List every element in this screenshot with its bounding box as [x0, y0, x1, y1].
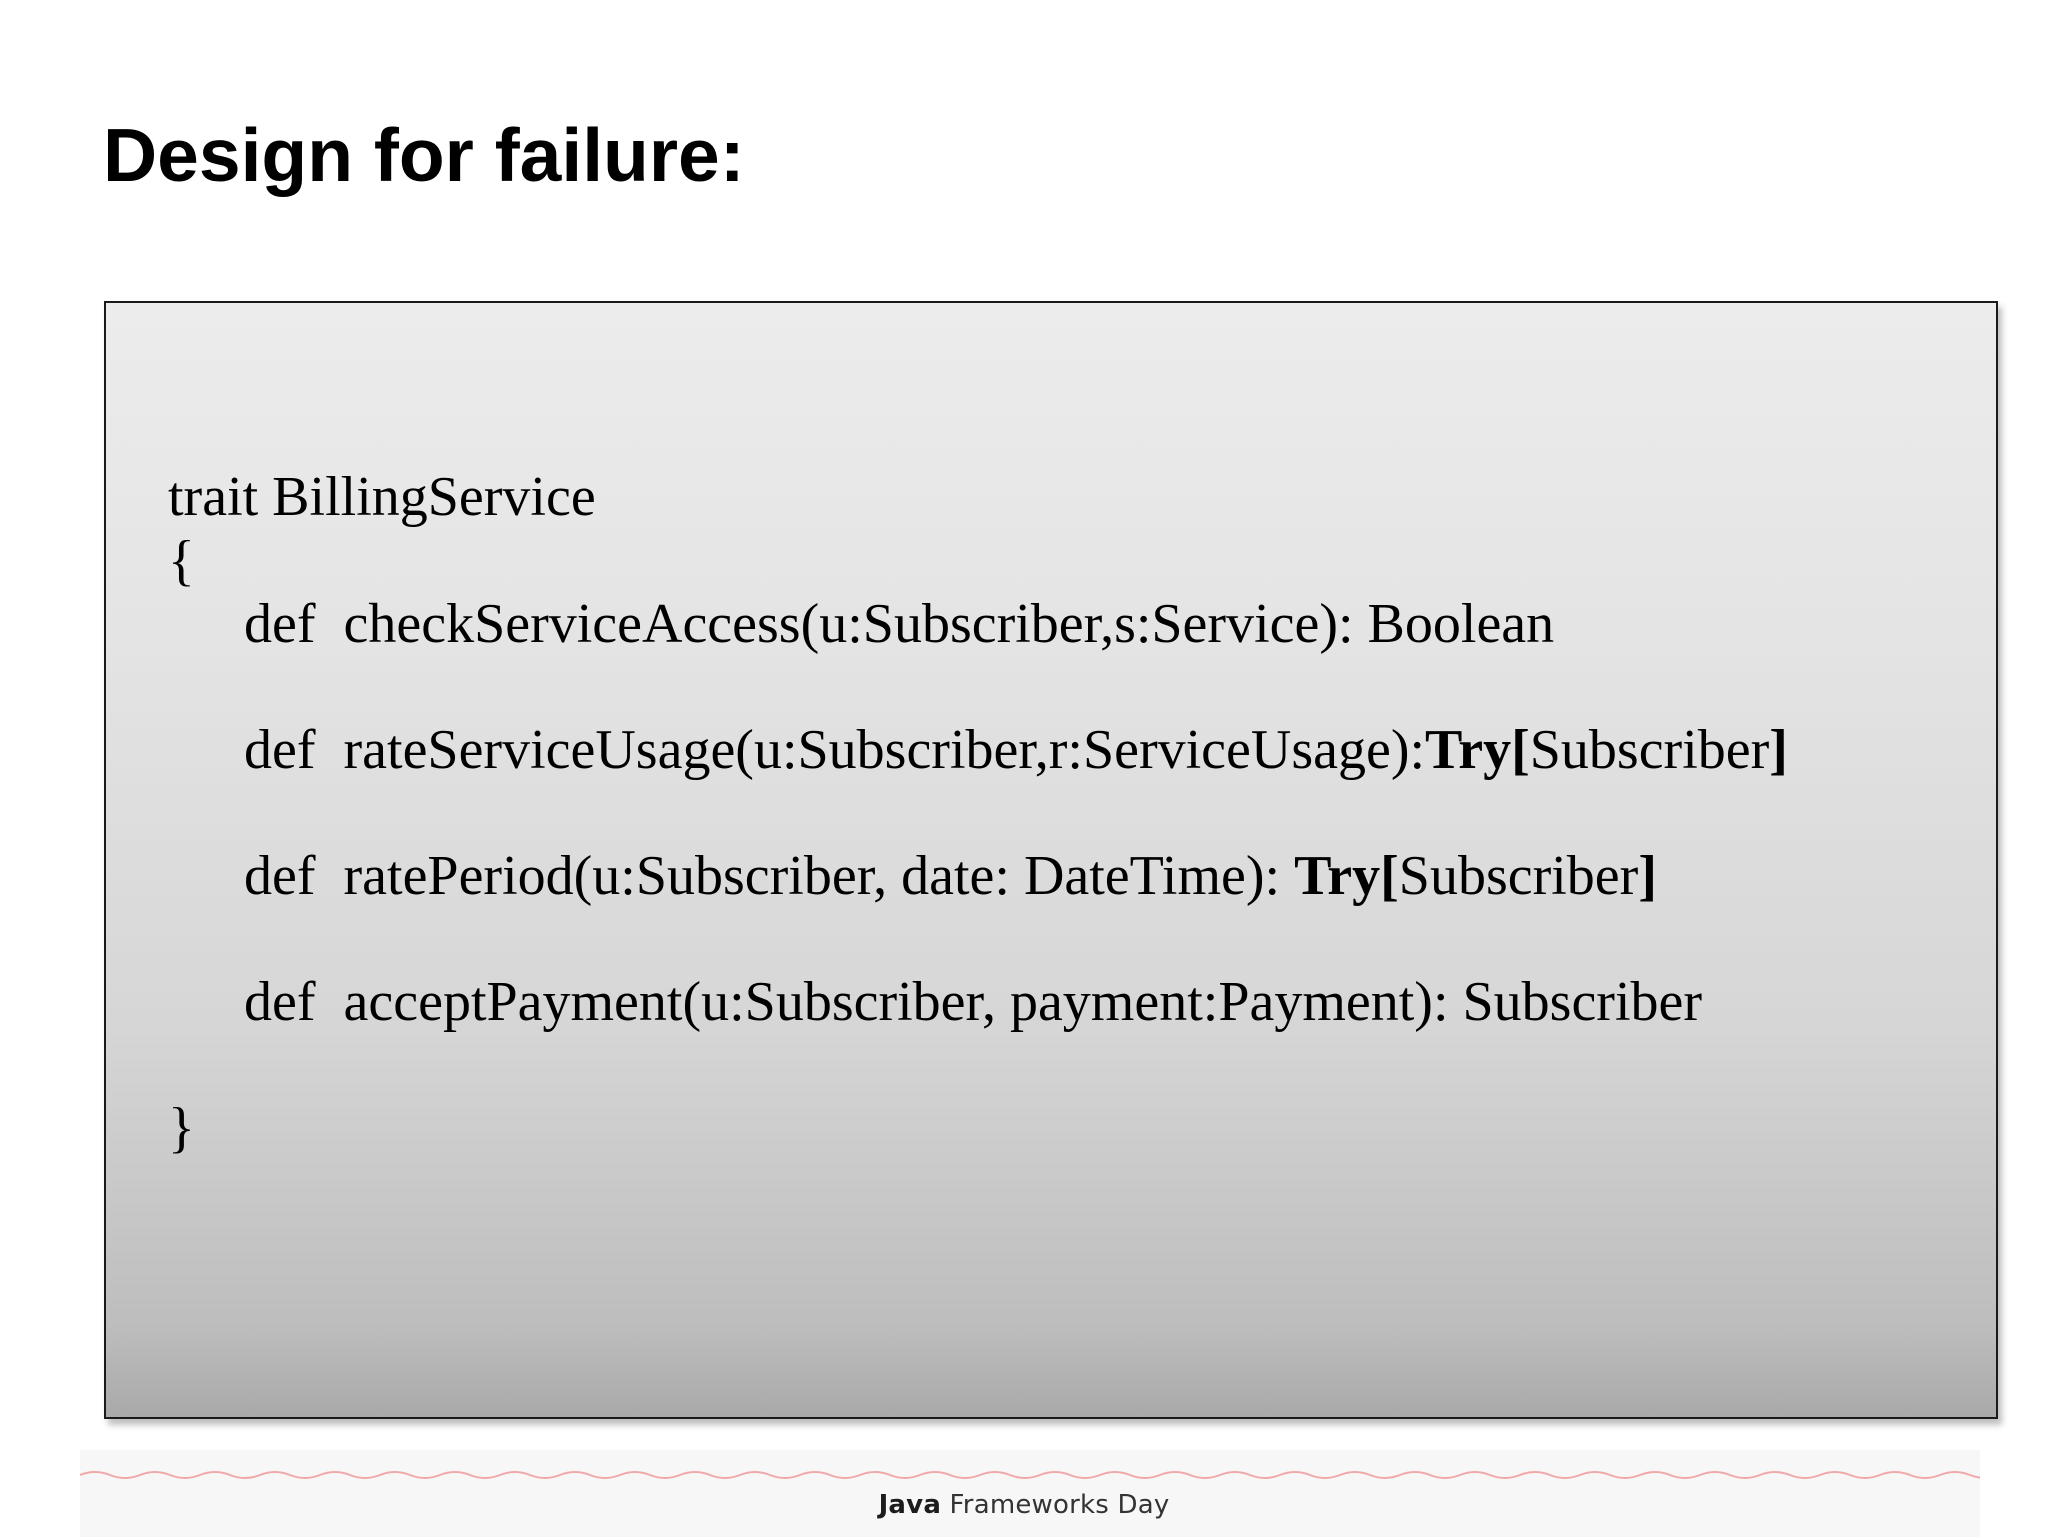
- close-bracket: ]: [1769, 719, 1788, 781]
- close-brace: }: [168, 1097, 195, 1159]
- open-brace: {: [168, 530, 195, 592]
- def-check-service-access: [244, 593, 1555, 655]
- footer-logo: [0, 1490, 2048, 1520]
- def-keyword: def: [244, 593, 316, 655]
- def-keyword: def: [244, 719, 316, 781]
- return-type: Subscriber: [1529, 719, 1770, 781]
- open-bracket: [: [1511, 719, 1530, 781]
- close-bracket: ]: [1638, 845, 1657, 907]
- try-keyword: Try: [1294, 845, 1381, 907]
- method-signature: acceptPayment(u:Subscriber, payment:Payment): Subscriber: [343, 971, 1703, 1033]
- open-bracket: [: [1380, 845, 1399, 907]
- method-signature: rateServiceUsage(u:Subscriber,r:ServiceUsage):: [343, 719, 1426, 781]
- trait-declaration: trait BillingService: [168, 466, 596, 528]
- method-signature: checkServiceAccess(u:Subscriber,s:Service): Boolean: [343, 593, 1555, 655]
- def-accept-payment: [244, 971, 1703, 1033]
- slide-title: Design for failure:: [103, 113, 745, 197]
- method-signature: ratePeriod(u:Subscriber, date: DateTime):: [343, 845, 1295, 907]
- try-keyword: Try: [1425, 719, 1512, 781]
- def-keyword: def: [244, 845, 316, 907]
- def-rate-service-usage: [244, 719, 1788, 781]
- footer-brand-java: Java: [878, 1490, 942, 1520]
- wave-divider: [80, 1455, 1980, 1495]
- def-keyword: def: [244, 971, 316, 1033]
- return-type: Subscriber: [1398, 845, 1639, 907]
- def-rate-period: [244, 845, 1657, 907]
- footer-brand-rest: Frameworks Day: [941, 1490, 1170, 1520]
- code-box: [104, 301, 1998, 1419]
